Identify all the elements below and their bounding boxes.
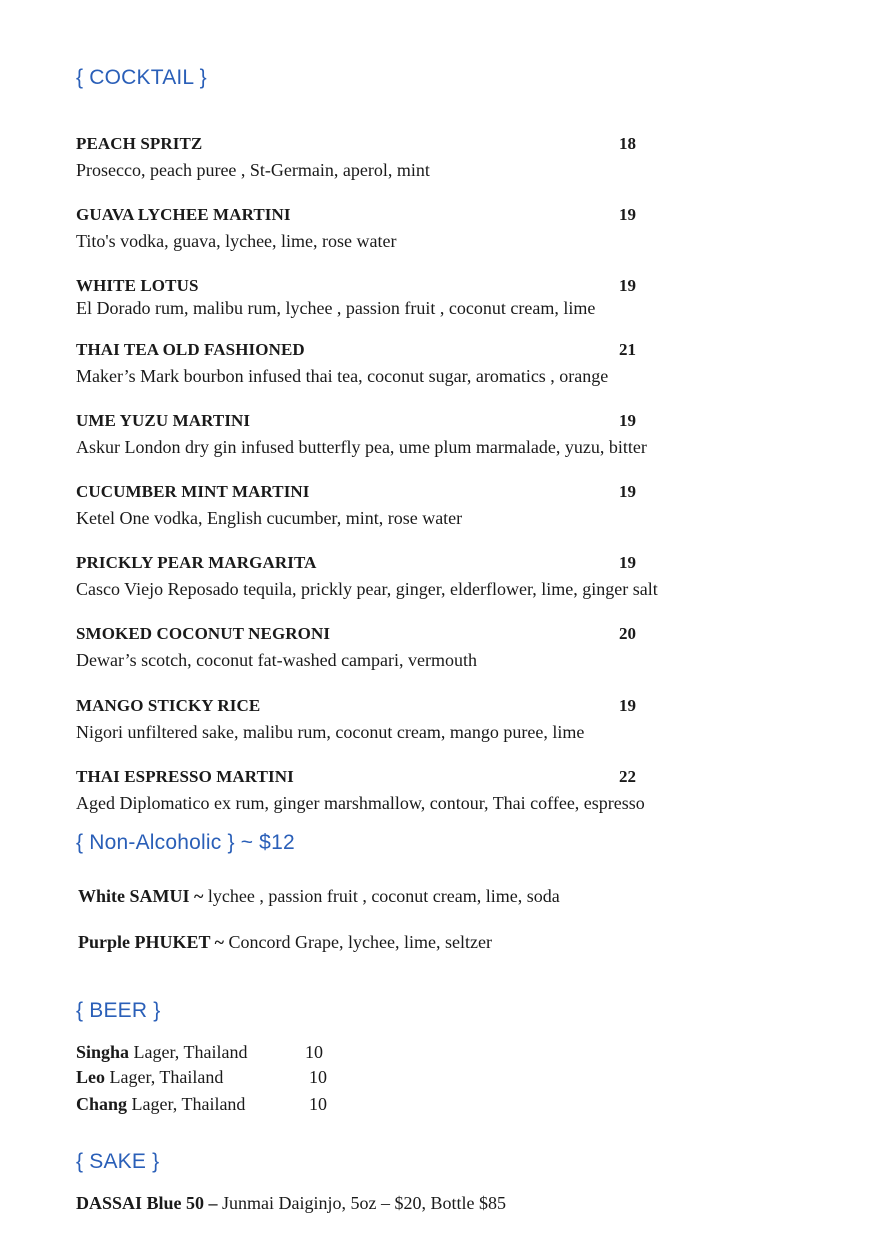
item-name: THAI TEA OLD FASHIONED [76, 340, 305, 359]
item-description: lychee , passion fruit , coconut cream, lime, soda [203, 886, 560, 906]
item-name: UME YUZU MARTINI [76, 411, 251, 430]
item-description: Nigori unfiltered sake, malibu rum, coconut cream, mango puree, lime [76, 722, 585, 742]
item-name: Purple PHUKET ~ [78, 932, 225, 952]
item-description: Junmai Daiginjo, 5oz – $20, Bottle $85 [217, 1193, 507, 1213]
item-description: Maker’s Mark bourbon infused thai tea, coconut sugar, aromatics , orange [76, 366, 609, 386]
beer-item-chang [76, 1094, 327, 1115]
item-description: Casco Viejo Reposado tequila, prickly pear, ginger, elderflower, lime, ginger salt [76, 579, 658, 599]
beer-brand: Chang [76, 1094, 128, 1114]
item-price: 21 [619, 340, 636, 359]
beer-brand: Leo [76, 1067, 105, 1087]
item-name: SMOKED COCONUT NEGRONI [76, 624, 331, 643]
beer-price: 10 [309, 1067, 327, 1087]
item-name: GUAVA LYCHEE MARTINI [76, 205, 291, 224]
item-price: 19 [619, 411, 636, 430]
non-alcoholic-item-purple-phuket [78, 932, 492, 953]
item-description: Prosecco, peach puree , St-Germain, aperol, mint [76, 160, 430, 180]
item-name: PEACH SPRITZ [76, 134, 203, 153]
item-description: Askur London dry gin infused butterfly pea, ume plum marmalade, yuzu, bitter [76, 437, 647, 457]
item-name: WHITE LOTUS [76, 276, 199, 295]
item-description: Dewar’s scotch, coconut fat-washed campari, vermouth [76, 650, 478, 670]
beer-type: Lager, Thailand [105, 1067, 224, 1087]
item-price: 19 [619, 553, 636, 572]
section-heading-sake: { SAKE } [76, 1150, 160, 1173]
item-description: Aged Diplomatico ex rum, ginger marshmallow, contour, Thai coffee, espresso [76, 793, 645, 813]
section-heading-cocktail: { COCKTAIL } [76, 66, 207, 89]
beer-type: Lager, Thailand [127, 1094, 246, 1114]
item-price: 19 [619, 276, 636, 295]
non-alcoholic-item-white-samui [78, 886, 560, 907]
item-name: PRICKLY PEAR MARGARITA [76, 553, 317, 572]
beer-brand: Singha [76, 1042, 130, 1062]
item-price: 19 [619, 696, 636, 715]
item-description: Tito's vodka, guava, lychee, lime, rose water [76, 231, 397, 251]
beer-item-leo [76, 1067, 327, 1088]
beer-price: 10 [309, 1094, 327, 1114]
item-price: 18 [619, 134, 636, 153]
item-description: El Dorado rum, malibu rum, lychee , passion fruit , coconut cream, lime [76, 298, 596, 318]
item-description: Ketel One vodka, English cucumber, mint, rose water [76, 508, 463, 528]
item-name: THAI ESPRESSO MARTINI [76, 767, 294, 786]
section-heading-beer: { BEER } [76, 999, 161, 1022]
beer-price: 10 [305, 1042, 323, 1062]
item-price: 22 [619, 767, 636, 786]
beer-item-singha [76, 1042, 323, 1063]
item-name: CUCUMBER MINT MARTINI [76, 482, 310, 501]
item-name: MANGO STICKY RICE [76, 696, 261, 715]
item-price: 20 [619, 624, 636, 643]
item-name: White SAMUI ~ [78, 886, 204, 906]
section-heading-non-alcoholic: { Non-Alcoholic } ~ $12 [76, 831, 295, 854]
item-price: 19 [619, 482, 636, 501]
item-name: DASSAI Blue 50 – [76, 1193, 218, 1213]
item-description: Concord Grape, lychee, lime, seltzer [224, 932, 492, 952]
item-price: 19 [619, 205, 636, 224]
sake-item-dassai-blue-50 [76, 1193, 506, 1214]
beer-type: Lager, Thailand [129, 1042, 248, 1062]
